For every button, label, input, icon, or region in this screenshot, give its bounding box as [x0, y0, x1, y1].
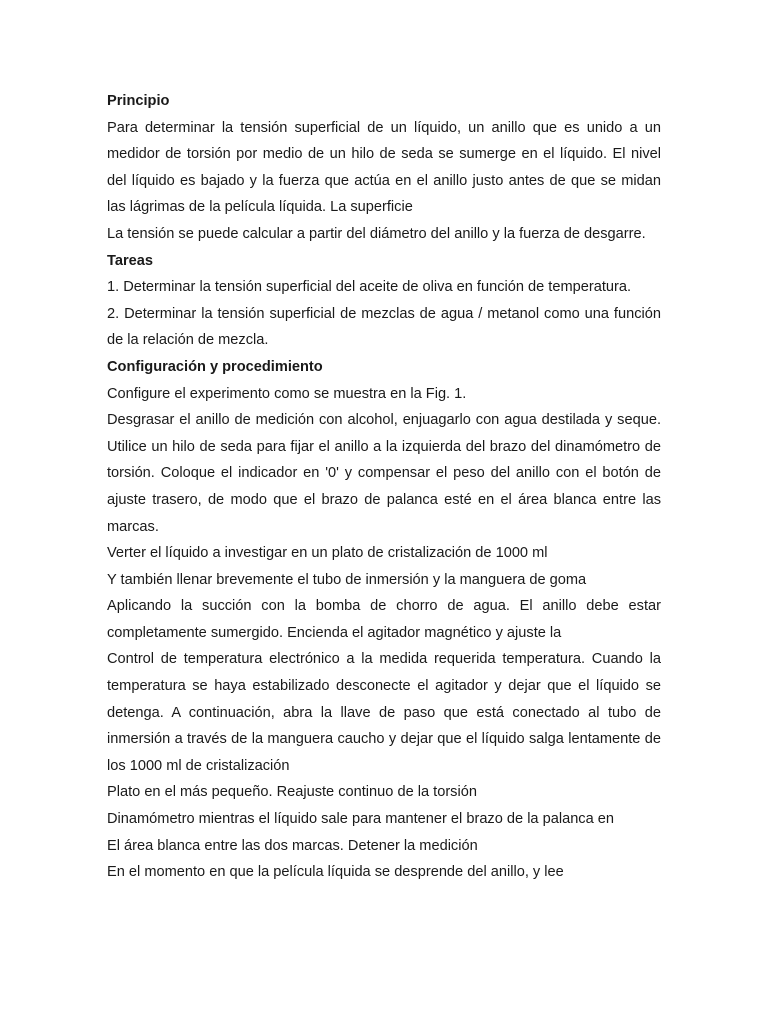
- paragraph-config-7: Plato en el más pequeño. Reajuste continuo de la torsión: [107, 784, 477, 801]
- paragraph-config-6: Control de temperatura electrónico a la medida requerida temperatura. Cuando la temperatura se haya estabilizado desconecte el agitador y dejar que el líquido se detenga. A continuación, abra la llave de paso que está conectado al tubo de inmersión a través de la manguera caucho y dejar que el líquido salga lentamente de los 1000 ml de cristalización: [107, 651, 661, 774]
- heading-principio: Principio: [107, 93, 170, 109]
- paragraph-config-9: El área blanca entre las dos marcas. Detener la medición: [107, 837, 478, 854]
- paragraph-config-4: Y también llenar brevemente el tubo de inmersión y la manguera de goma: [107, 571, 587, 588]
- heading-configuracion: Configuración y procedimiento: [107, 358, 323, 375]
- paragraph-principio-1: Para determinar la tensión superficial de un líquido, un anillo que es unido a un medidor de torsión por medio de un hilo de seda se sumerge en el líquido. El nivel del líquido es bajado y la fuerza que actúa en el anillo justo antes de que se midan las lágrimas de la película líquida. La superficie: [107, 119, 661, 216]
- paragraph-config-2: Desgrasar el anillo de medición con alcohol, enjuagarlo con agua destilada y seque. Utilice un hilo de seda para fijar el anillo a la izquierda del brazo del dinamómetro de torsión. Coloque el indicador en '0' y compensar el peso del anillo con el botón de ajuste trasero, de modo que el brazo de palanca esté en el área blanca entre las marcas.: [107, 412, 661, 535]
- paragraph-config-10: En el momento en que la película líquida se desprende del anillo, y lee: [107, 864, 564, 881]
- paragraph-config-3: Verter el líquido a investigar en un plato de cristalización de 1000 ml: [107, 545, 548, 562]
- task-item-1: 1. Determinar la tensión superficial del aceite de oliva en función de temperatura.: [107, 279, 632, 296]
- document-page: [107, 88, 661, 886]
- heading-tareas: Tareas: [107, 252, 153, 269]
- paragraph-principio-2: La tensión se puede calcular a partir del diámetro del anillo y la fuerza de desgarre.: [107, 225, 646, 242]
- task-item-2: 2. Determinar la tensión superficial de mezclas de agua / metanol como una función de la relación de mezcla.: [107, 305, 661, 349]
- paragraph-config-8: Dinamómetro mientras el líquido sale para mantener el brazo de la palanca en: [107, 811, 615, 828]
- paragraph-config-5: Aplicando la succión con la bomba de chorro de agua. El anillo debe estar completamente sumergido. Encienda el agitador magnético y ajuste la: [107, 598, 661, 641]
- paragraph-config-1: Configure el experimento como se muestra en la Fig. 1.: [107, 385, 467, 402]
